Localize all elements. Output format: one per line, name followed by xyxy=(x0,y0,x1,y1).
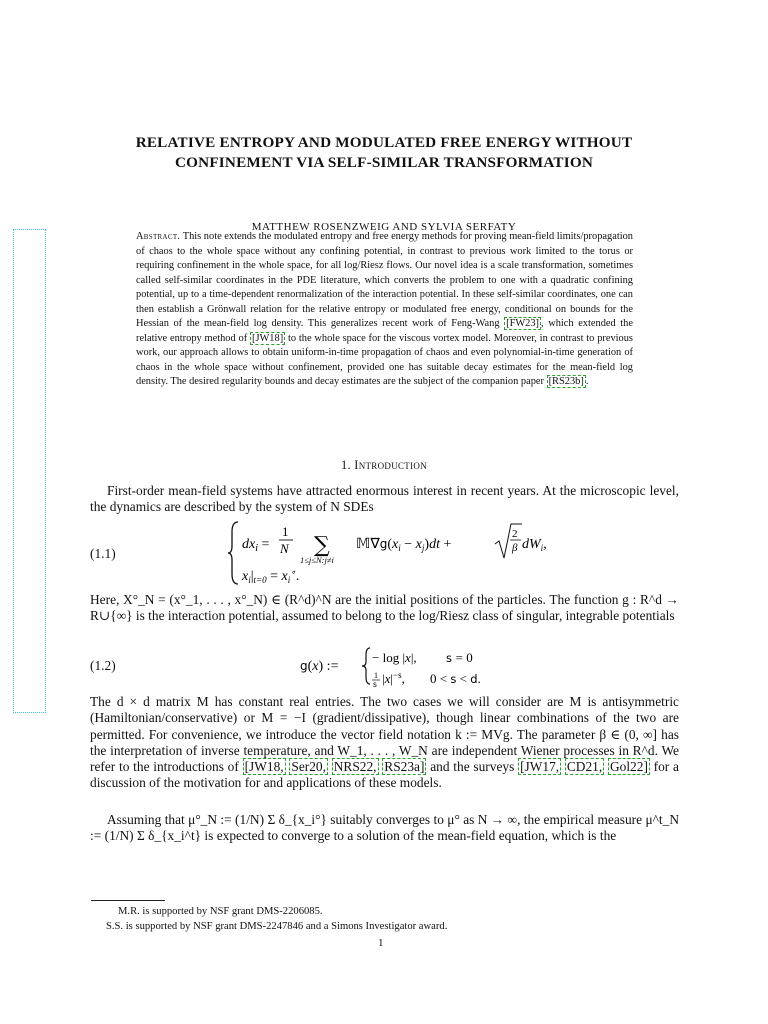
citation-link-cd21[interactable]: CD21, xyxy=(566,759,603,775)
svg-text:dxi =: $dx_i$ = xyxy=(242,537,270,554)
citation-link-ser20[interactable]: Ser20, xyxy=(291,759,326,775)
svg-text:β: β xyxy=(512,542,518,554)
abstract-text-2: , which extended the relative entropy method of xyxy=(136,318,633,344)
paragraph-intro: First-order mean-field systems have attracted enormous interest in recent years. At the microscopic level, the dynamics are described by the system of N SDEs xyxy=(90,483,679,515)
equation-1-1 xyxy=(228,518,558,588)
footnote-rule xyxy=(91,900,165,901)
equation-1-2 xyxy=(300,645,500,687)
svg-text:∑: ∑ xyxy=(314,533,330,558)
svg-text:s: s xyxy=(373,680,377,687)
paragraph-matrix-text-1: The d × d matrix M has constant real entries. The two cases we will consider are M is antisymmetric (Hamiltonian/conservative) or M = −I (gradient/dissipative), though linear combinations of the two are permitted. For convenience, we introduce the vector field notation k := MVg. The parameter β ∈ (0, ∞] has the interpretation of inverse temperature, and W_1, . . . , W_N are independent Wiener processes in R^d. We refer to the introductions of xyxy=(90,694,679,775)
paragraph-matrix xyxy=(90,694,679,792)
paragraph-matrix-text-2: and the surveys xyxy=(430,759,515,775)
svg-text:N: N xyxy=(280,541,289,556)
citation-link-jw18[interactable]: [JW18] xyxy=(252,332,284,344)
svg-text:xi|t=0 = xi∘.: $x_i|_{t=0} = x_i^\circ$. xyxy=(242,567,300,585)
citation-link-rs23a[interactable]: RS23a] xyxy=(384,759,425,775)
citation-link-gol22[interactable]: Gol22] xyxy=(609,759,648,775)
title-line-1: RELATIVE ENTROPY AND MODULATED FREE ENERGY WITHOUT xyxy=(135,134,633,151)
section-title: Introduction xyxy=(354,458,428,472)
page-number: 1 xyxy=(378,937,384,949)
equation-number-1-1: (1.1) xyxy=(90,546,116,561)
svg-text:1: 1 xyxy=(374,671,378,680)
svg-text:1≤j≤N:j≠i: 1≤j≤N:j≠i xyxy=(300,555,334,565)
equation-1-2-graphic xyxy=(300,645,500,687)
citation-link-jw18-intro[interactable]: [JW18, xyxy=(244,759,284,775)
footnote-2: S.S. is supported by NSF grant DMS-2247846 and a Simons Investigator award. xyxy=(106,921,448,932)
section-heading xyxy=(80,458,688,473)
paragraph-initial-positions: Here, X°_N = (x°_1, . . . , x°_N) ∈ (R^d)^N are the initial positions of the particles. The function g : R^d → R∪{∞} is the interaction potential, assumed to belong to the log/Riesz class of singular, integrable potentials xyxy=(90,592,679,624)
svg-text:dWi,: $dW_i$, xyxy=(522,537,547,553)
equation-1-1-graphic xyxy=(228,518,558,588)
svg-text:g(x) :=: g(x) := xyxy=(300,659,339,674)
abstract-text-1: This note extends the modulated entropy and free energy methods for proving mean-field limits/propagation of chaos to the whole space without any confining potential, in contrast to previous work limited to the torus or requiring confinement in the whole space, for all log/Riesz flows. Our novel idea is a scale transformation, sometimes called self-similar coordinates in the PDE literature, which converts the problem to one with a quadratic confining potential, up to a time-dependent renormalization of the interaction potential. In these self-similar coordinates, one can then establish a Grönwall relation for the relative entropy or modulated free energy, conditional on bounds for the Hessian of the mean-field log density. This generalizes recent work of Feng-Wang xyxy=(136,231,633,329)
abstract xyxy=(136,230,633,390)
margin-annotation-box xyxy=(13,229,46,713)
svg-text:𝕄∇g(xi − xj)dt +: $𝕄\nabla g(x_i - x_j)dt$ + xyxy=(356,537,452,553)
abstract-end: . xyxy=(585,376,589,387)
paper-authors: MATTHEW ROSENZWEIG AND SYLVIA SERFATY xyxy=(251,221,517,233)
svg-text:0 < s < d.: 0 < s < d. xyxy=(430,671,481,686)
citation-link-fw23[interactable]: [FW23] xyxy=(506,318,540,329)
section-number: 1. xyxy=(340,458,351,472)
equation-number-1-2: (1.2) xyxy=(90,658,116,673)
abstract-text-3: to the whole space for the viscous vortex model. Moreover, in contrast to previous work, our approach allows to obtain uniform-in-time propagation of chaos and even polynomial-in-time generation of chaos in the whole space without confinement, provided one has suitable decay estimates for the mean-field log density. The desired regularity bounds and decay estimates are the subject of the companion paper xyxy=(136,332,633,387)
abstract-label: Abstract. xyxy=(136,231,181,242)
svg-text:2: 2 xyxy=(512,528,518,540)
footnote-1: M.R. is supported by NSF grant DMS-2206085. xyxy=(118,906,323,917)
citation-link-nrs22[interactable]: NRS22, xyxy=(333,759,377,775)
svg-text:|x|−s,: $|x|^{-s}$, xyxy=(382,670,405,686)
svg-text:1: 1 xyxy=(282,524,289,539)
paper-title xyxy=(80,133,688,173)
svg-text:s = 0: s = 0 xyxy=(446,650,473,665)
paragraph-matrix-text-3: for a discussion of the motivation for and applications of these models. xyxy=(90,759,679,791)
paragraph-empirical-measure: Assuming that μ°_N := (1/N) Σ δ_{x_i°} suitably converges to μ° as N → ∞, the empirical measure μ^t_N := (1/N) Σ δ_{x_i^t} is expected to converge to a solution of the mean-field equation, which is the xyxy=(90,812,679,844)
citation-link-jw17[interactable]: [JW17, xyxy=(520,759,560,775)
svg-text:− log |x|,: − log |x|, xyxy=(372,650,417,665)
citation-link-rs23b[interactable]: [RS23b] xyxy=(548,376,584,387)
title-line-2: CONFINEMENT VIA SELF-SIMILAR TRANSFORMATION xyxy=(174,154,593,171)
